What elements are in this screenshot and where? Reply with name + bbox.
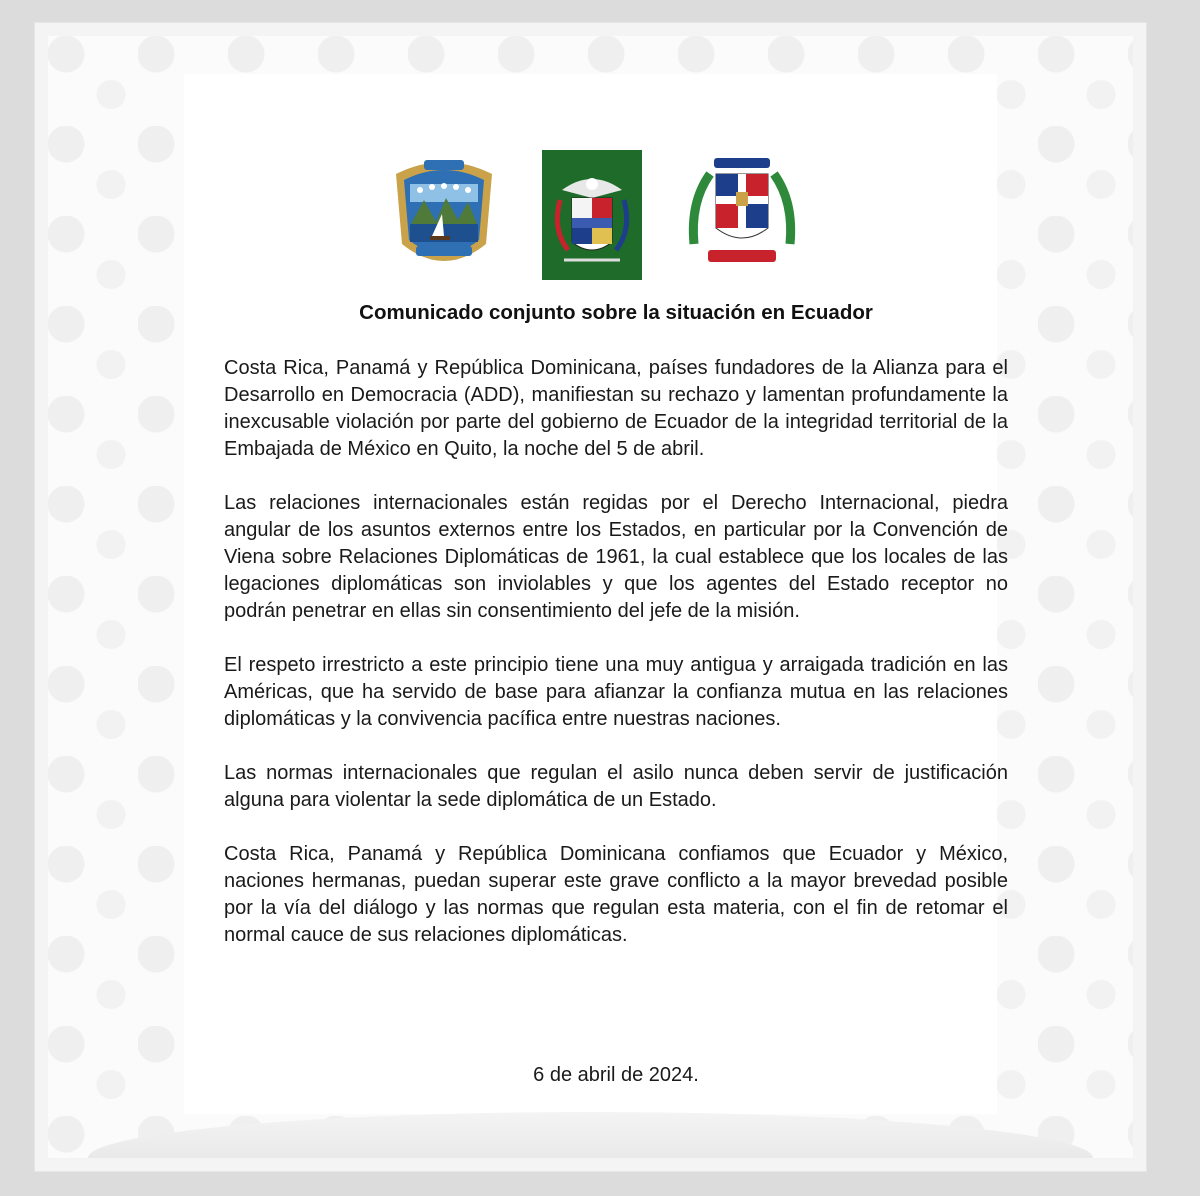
- paragraph-5: Costa Rica, Panamá y República Dominicana confiamos que Ecuador y México, naciones hermanas, puedan superar este grave conflicto a la mayor brevedad posible por la vía del diálogo y las normas que regulan esta materia, con el fin de retomar el normal cauce de sus relaciones diplomáticas.: [224, 843, 1008, 946]
- paragraph-2: Las relaciones internacionales están regidas por el Derecho Internacional, piedra angular de los asuntos externos entre los Estados, en particular por la Convención de Viena sobre Relaciones Diplomáticas de 1961, la cual establece que los locales de las legaciones diplomáticas son inviolables y que los agentes del Estado receptor no podrán penetrar en ellas sin consentimiento del jefe de la misión.: [224, 492, 1008, 622]
- frame-bottom-curve: [88, 1112, 1093, 1158]
- panama-coat-of-arms-icon: [542, 150, 642, 280]
- logo-row: [350, 150, 810, 282]
- paragraph-3: El respeto irrestricto a este principio tiene una muy antigua y arraigada tradición en las Américas, que ha servido de base para afianzar la confianza mutua en las relaciones diplomáticas y la convivencia pacífica entre nuestras naciones.: [224, 654, 1008, 730]
- document-date: 6 de abril de 2024.: [533, 1064, 699, 1086]
- paragraph-1: Costa Rica, Panamá y República Dominicana, países fundadores de la Alianza para el Desarrollo en Democracia (ADD), manifiestan su rechazo y lamentan profundamente la inexcusable violación por parte del gobierno de Ecuador de la integridad territorial de la Embajada de México en Quito, la noche del 5 de abril.: [224, 357, 1008, 460]
- document-body: [224, 355, 1008, 976]
- page-title: Comunicado conjunto sobre la situación en Ecuador: [359, 301, 873, 324]
- paragraph-4: Las normas internacionales que regulan el asilo nunca deben servir de justificación alguna para violentar la sede diplomática de un Estado.: [224, 762, 1008, 811]
- costa-rica-coat-of-arms-icon: [386, 154, 502, 272]
- dominican-republic-coat-of-arms-icon: [684, 152, 800, 272]
